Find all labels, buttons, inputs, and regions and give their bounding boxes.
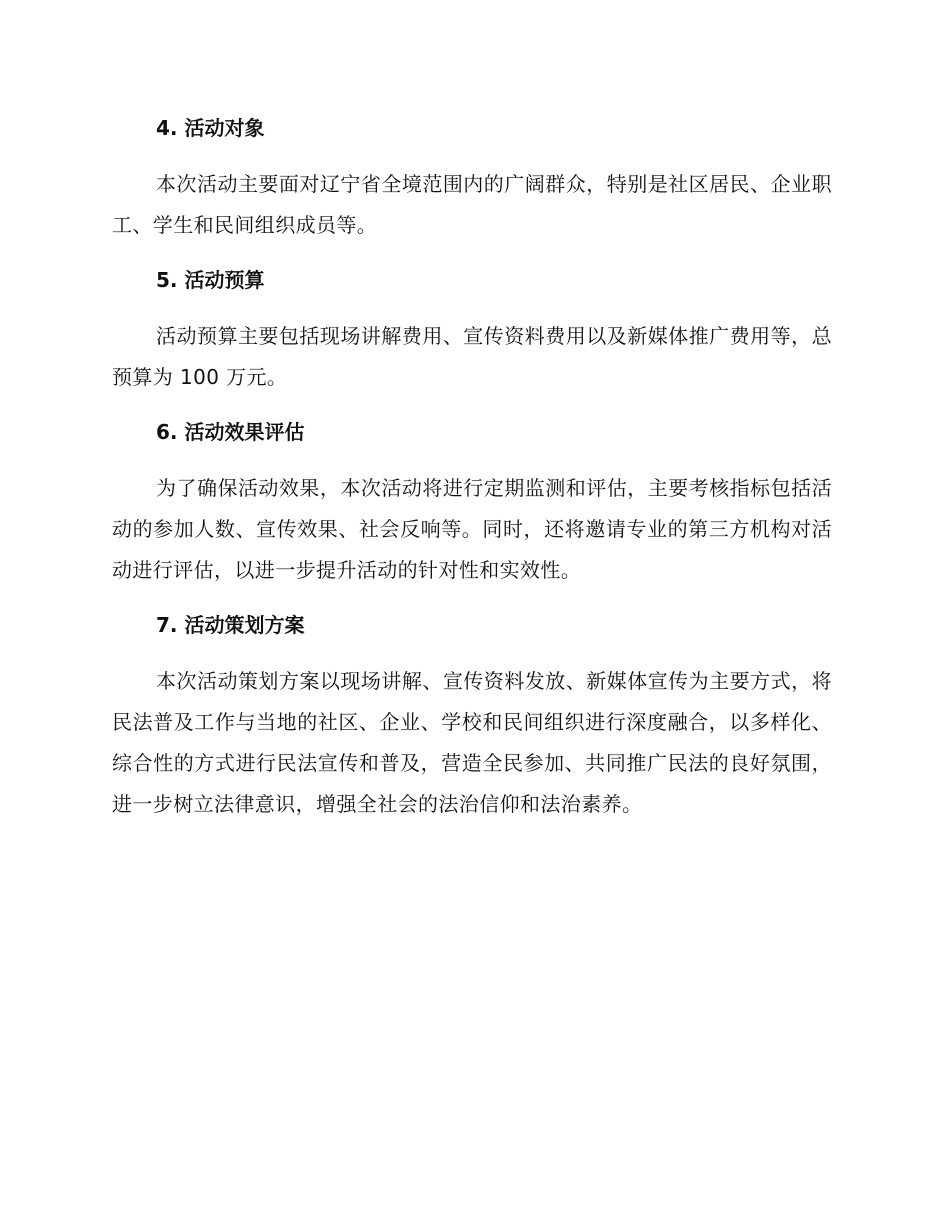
section-heading-5: 5. 活动预算 — [156, 268, 265, 292]
section-heading-7: 7. 活动策划方案 — [156, 613, 305, 637]
section-paragraph-5: 活动预算主要包括现场讲解费用、宣传资料费用以及新媒体推广费用等，总预算为 100 万元。 — [112, 324, 832, 389]
section-heading-4: 4. 活动对象 — [156, 116, 265, 140]
section-heading-6: 6. 活动效果评估 — [156, 420, 305, 444]
section-paragraph-4: 本次活动主要面对辽宁省全境范围内的广阔群众，特别是社区居民、企业职工、学生和民间组织成员等。 — [112, 172, 832, 237]
document-body — [112, 112, 832, 825]
section-paragraph-7: 本次活动策划方案以现场讲解、宣传资料发放、新媒体宣传为主要方式，将民法普及工作与当地的社区、企业、学校和民间组织进行深度融合，以多样化、综合性的方式进行民法宣传和普及，营造全民参加、共同推广民法的良好氛围，进一步树立法律意识，增强全社会的法治信仰和法治素养。 — [112, 669, 832, 816]
section-paragraph-6: 为了确保活动效果，本次活动将进行定期监测和评估，主要考核指标包括活动的参加人数、宣传效果、社会反响等。同时，还将邀请专业的第三方机构对活动进行评估，以进一步提升活动的针对性和实效性。 — [112, 476, 832, 582]
